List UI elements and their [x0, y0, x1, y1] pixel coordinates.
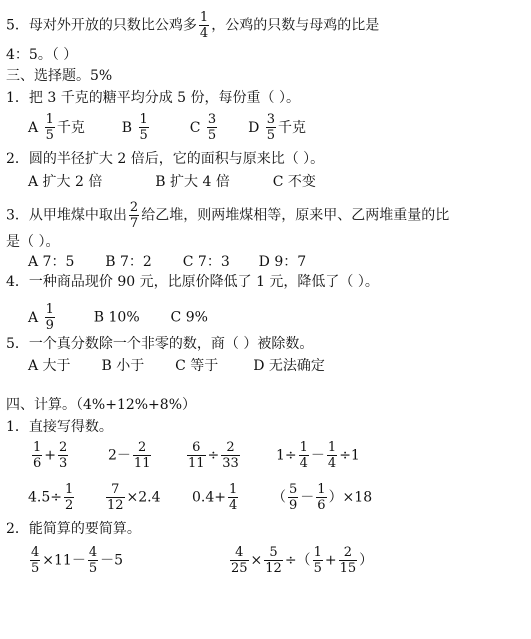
simplify-expr-1: $\frac{4}{5}$ ×11－ $\frac{4}{5}$ －5 [31, 545, 124, 576]
option-a: A 大于 [28, 358, 71, 374]
calc-part1-title: 1．直接写得数。 [6, 419, 113, 435]
expr-1: $\frac{1}{6}$ + $\frac{2}{3}$ [33, 440, 68, 471]
option-b: B 10% [93, 309, 140, 326]
choice-q5-options [28, 357, 325, 375]
option-b: B $\frac{1}{5}$ [121, 112, 148, 143]
section-calc-title: 四、计算。（4%+12%+8%） [6, 397, 196, 413]
option-b: B 7：2 [105, 254, 152, 270]
expr-7: 0.4+ $\frac{1}{4}$ [192, 482, 238, 513]
option-d: D 9：7 [258, 254, 307, 270]
option-a: A 扩大 2 倍 [28, 174, 103, 190]
fraction: $\frac{2}{7}$ [129, 200, 139, 231]
choice-q4-stem: 4．一种商品现价 90 元，比原价降低了 1 元，降低了（ ）。 [6, 274, 379, 290]
option-a: A $\frac{1}{5}$ 千克 [28, 112, 85, 143]
choice-q5-stem: 5．一个真分数除一个非零的数，商（ ）被除数。 [6, 336, 314, 352]
option-d: D 无法确定 [253, 358, 325, 374]
option-b: B 小于 [101, 358, 145, 374]
option-c: C 不变 [272, 174, 316, 190]
choice-q1-stem: 1．把 3 千克的糖平均分成 5 份，每份重（ ）。 [6, 90, 300, 106]
simplify-expr-2: $\frac{4}{25}$ × $\frac{5}{12}$ ÷（ $\frac{1}{5}$ + $\frac{2}{15}$ ） [231, 545, 374, 576]
choice-q2-options [28, 173, 316, 191]
expr-3: $\frac{6}{11}$ ÷ $\frac{2}{33}$ [188, 440, 239, 471]
choice-q3-prefix: 3．从甲堆煤中取出 [6, 207, 127, 224]
choice-q3-line1 [6, 200, 449, 231]
option-c: C 等于 [175, 358, 219, 374]
option-d: D $\frac{3}{5}$ 千克 [248, 112, 307, 143]
expr-8: （ $\frac{5}{9}$ － $\frac{1}{6}$ ）×18 [272, 482, 373, 513]
option-a: A $\frac{1}{9}$ [28, 302, 54, 333]
option-b: B 扩大 4 倍 [155, 174, 230, 190]
fill-q5-prefix: 5．母对外开放的只数比公鸡多 [6, 17, 197, 34]
section-choice-title: 三、选择题。5% [6, 68, 113, 84]
choice-q3-suffix: 给乙堆，则两堆煤相等，原来甲、乙两堆重量的比 [141, 207, 450, 224]
choice-q3-line2: 是（ ）。 [6, 234, 60, 250]
choice-q1-options [28, 112, 306, 143]
option-c: C 9% [170, 309, 208, 326]
expr-4: 1÷ $\frac{1}{4}$ － $\frac{1}{4}$ ÷1 [276, 440, 360, 471]
choice-q3-options [28, 253, 306, 271]
fill-q5-line2: 4：5。（ ） [6, 47, 78, 63]
option-c: C $\frac{3}{5}$ [189, 112, 217, 143]
option-a: A 7：5 [28, 254, 75, 270]
choice-q2-stem: 2．圆的半径扩大 2 倍后，它的面积与原来比（ ）。 [6, 151, 325, 167]
fill-q5-line1 [6, 10, 379, 41]
expr-5: 4.5÷ $\frac{1}{2}$ [28, 482, 74, 513]
calc-part2-title: 2．能简算的要简算。 [6, 521, 141, 537]
option-c: C 7：3 [182, 254, 230, 270]
choice-q4-options [28, 302, 208, 333]
expr-2: 2－ $\frac{2}{11}$ [108, 440, 151, 471]
fraction: $\frac{1}{4}$ [199, 10, 209, 41]
expr-6: $\frac{7}{12}$ ×2.4 [107, 482, 161, 513]
fill-q5-suffix: ，公鸡的只数与母鸡的比是 [211, 17, 380, 34]
